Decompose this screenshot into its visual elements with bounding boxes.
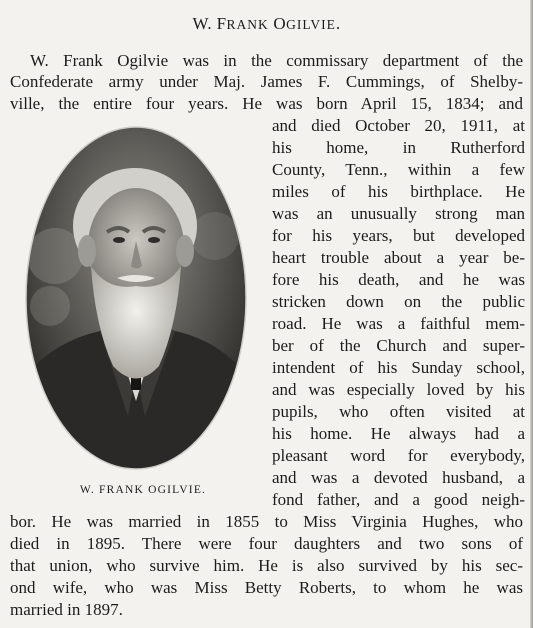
- column-line: road. He was a faithful mem-: [272, 314, 525, 333]
- body-line: ond wife, who was Miss Betty Roberts, to whom he was: [10, 578, 523, 597]
- column-line: stricken down on the public: [272, 292, 525, 311]
- body-line: Confederate army under Maj. James F. Cummings, of Shelby-: [10, 72, 523, 91]
- body-line: that union, who survive him. He is also survived by his sec-: [10, 556, 523, 575]
- column-line: and died October 20, 1911, at: [272, 116, 525, 135]
- column-line: pleasant word for everybody,: [272, 446, 525, 465]
- column-line: fond father, and a good neigh-: [272, 490, 525, 509]
- column-line: heart trouble about a year be-: [272, 248, 525, 267]
- column-line: intendent of his Sunday school,: [272, 358, 525, 377]
- column-line: fore his death, and he was: [272, 270, 525, 289]
- body-line: married in 1897.: [10, 600, 123, 619]
- column-line: ber of the Church and super-: [272, 336, 525, 355]
- column-line: and was a devoted husband, a: [272, 468, 525, 487]
- column-line: and was especially loved by his: [272, 380, 525, 399]
- page-title: W. FRANK OGILVIE.: [192, 14, 341, 33]
- portrait-caption: W. FRANK OGILVIE.: [79, 484, 207, 496]
- body-line: bor. He was married in 1855 to Miss Virginia Hughes, who: [10, 512, 523, 531]
- column-line: his home. He always had a: [272, 424, 525, 443]
- column-line: for his years, but developed: [272, 226, 525, 245]
- column-line: was an unusually strong man: [272, 204, 525, 223]
- body-line: ville, the entire four years. He was born April 15, 1834; and: [10, 94, 523, 113]
- body-line: W. Frank Ogilvie was in the commissary department of the: [30, 51, 523, 70]
- column-line: pupils, who often visited at: [272, 402, 525, 421]
- column-line: his home, in Rutherford: [272, 138, 525, 157]
- column-line: County, Tenn., within a few: [272, 160, 525, 179]
- column-line: miles of his birthplace. He: [272, 182, 525, 201]
- portrait-photo: [25, 126, 247, 470]
- body-line: died in 1895. There were four daughters and two sons of: [10, 534, 523, 553]
